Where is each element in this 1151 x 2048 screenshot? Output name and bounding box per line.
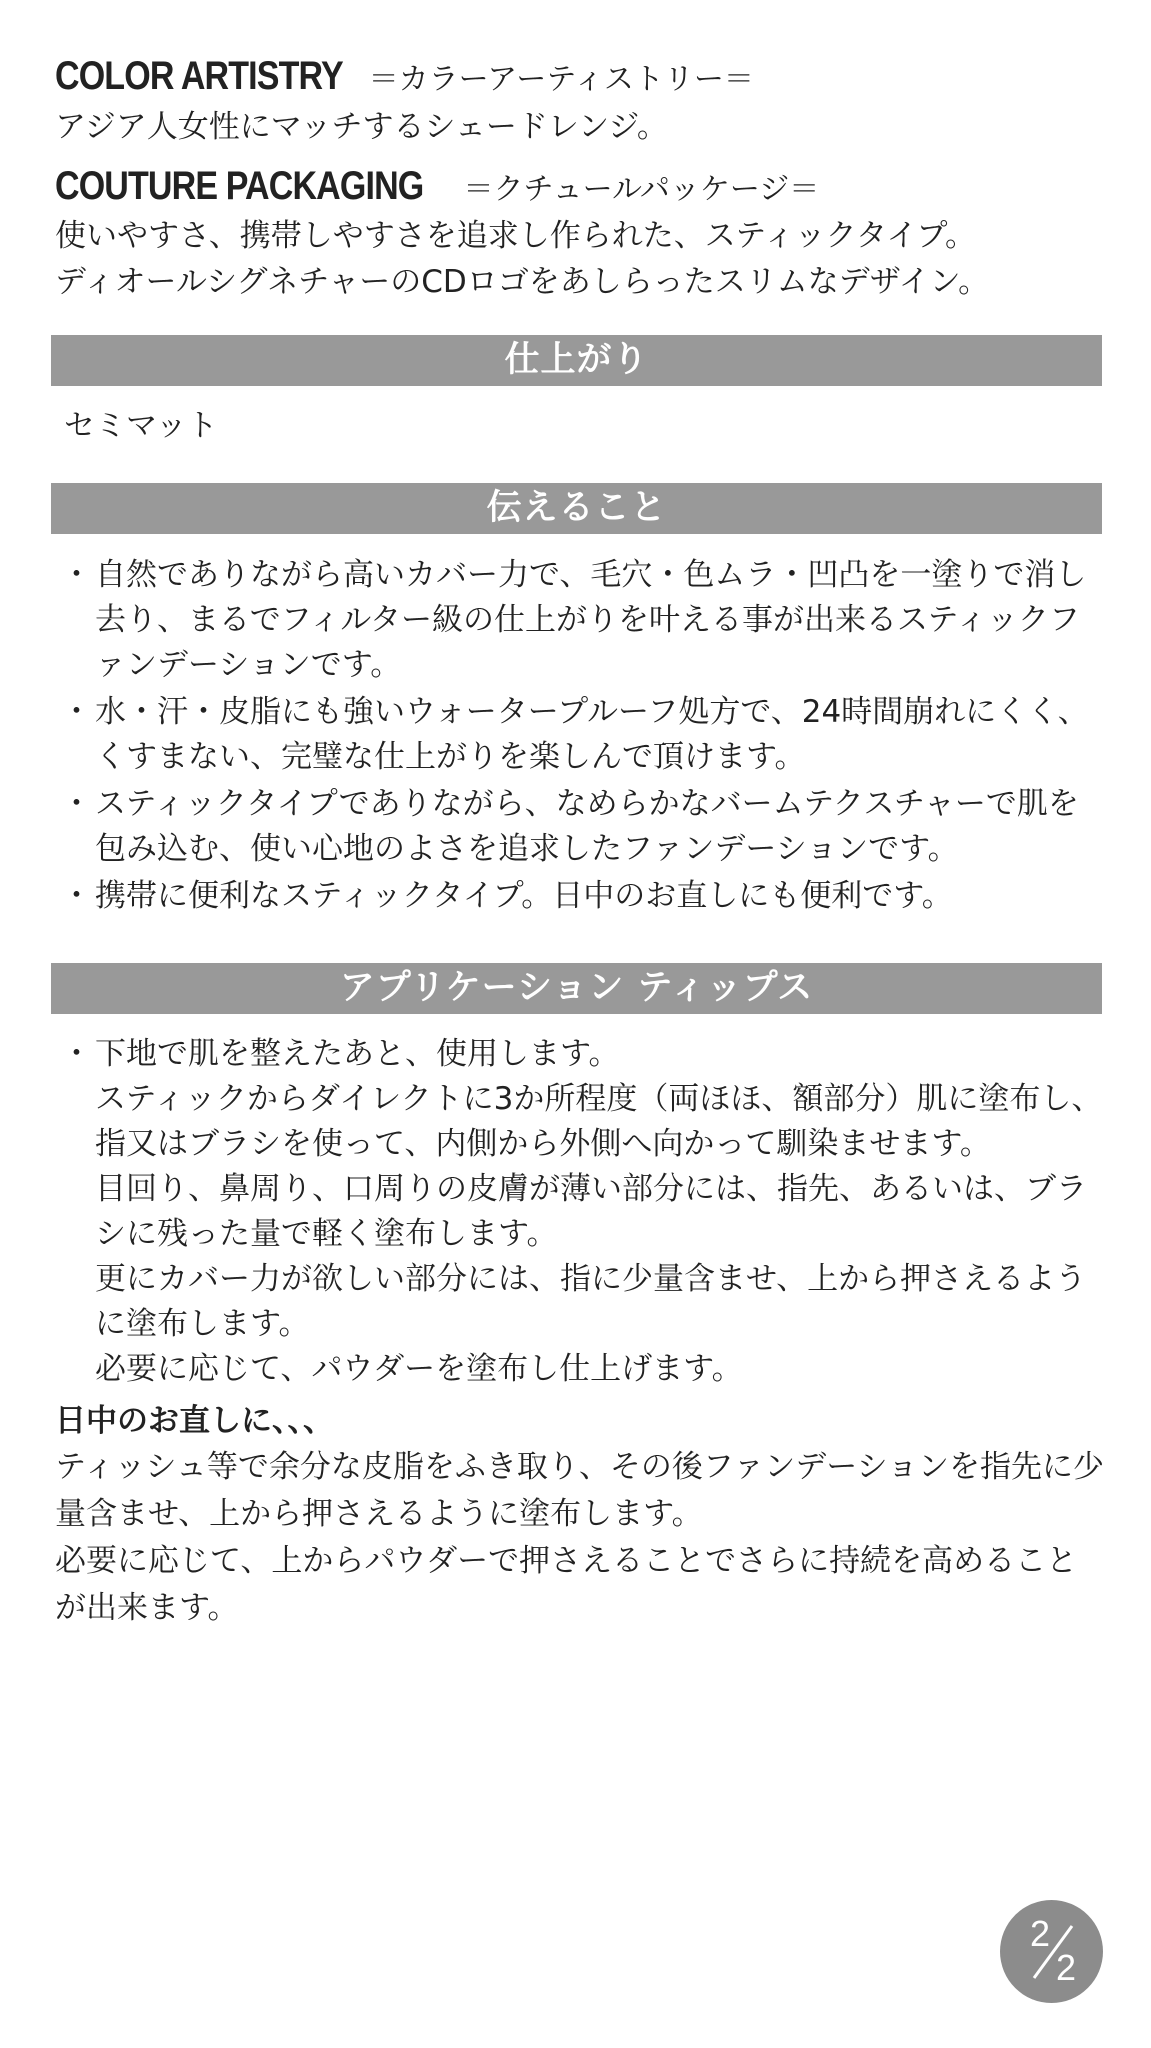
tips-line-4: 更にカバー力が欲しい部分には、指に少量含ませ、上から押さえるように塗布します。: [95, 1261, 1087, 1342]
tips-line-2-row: [55, 1077, 1105, 1167]
bullet-mark: ・: [61, 786, 92, 822]
touchup-heading: 日中のお直しに、、、: [55, 1403, 334, 1439]
page-number-badge: [1000, 1900, 1103, 2003]
couture-packaging-title-jp: ＝クチュールパッケージ＝: [463, 172, 820, 207]
tips-list: [55, 1032, 1105, 1392]
touchup-paragraph-2: 必要に応じて、上からパウダーで押さえることでさらに持続を高めることが出来ます。: [55, 1543, 1078, 1626]
list-item: [55, 553, 1105, 688]
couture-packaging-heading: [55, 166, 819, 206]
tips-line-3: 目回り、鼻周り、口周りの皮膚が薄い部分には、指先、あるいは、ブラシに残った量で軽く塗布します。: [95, 1171, 1087, 1252]
tips-line-5: 必要に応じて、パウダーを塗布し仕上げます。: [95, 1351, 743, 1387]
list-item: [55, 874, 1105, 919]
tips-line-2: スティックからダイレクトに3か所程度（両ほほ、額部分）肌に塗布し、指又はブラシを使って、内側から外側へ向かって馴染ませます。: [95, 1081, 1103, 1162]
list-item: [55, 690, 1105, 780]
couture-packaging-title-en: COUTURE PACKAGING: [55, 164, 424, 208]
finish-value: セミマット: [64, 408, 218, 444]
touchup-body: [55, 1444, 1105, 1632]
message-item-1: 自然でありながら高いカバー力で、毛穴・色ムラ・凹凸を一塗りで消し去り、まるでフィルター級の仕上がりを叶える事が出来るスティックファンデーションです。: [95, 557, 1087, 683]
tips-line-5-row: [55, 1347, 1105, 1392]
bullet-mark: ・: [61, 1036, 92, 1072]
tips-line-4-row: [55, 1257, 1105, 1347]
message-heading-bar: 伝えること: [51, 483, 1102, 534]
message-item-4: 携帯に便利なスティックタイプ。日中のお直しにも便利です。: [95, 878, 953, 914]
tips-line-1: 下地で肌を整えたあと、使用します。: [95, 1036, 620, 1072]
tips-line-1-row: [55, 1032, 1105, 1077]
bullet-mark: ・: [61, 694, 92, 730]
page-number-current: 2: [1030, 1913, 1051, 1954]
bullet-mark: ・: [61, 557, 92, 593]
message-list: [55, 553, 1105, 921]
color-artistry-title-jp: ＝カラーアーティストリー＝: [368, 62, 754, 97]
couture-packaging-line-1: 使いやすさ、携帯しやすさを追求し作られた、スティックタイプ。: [55, 218, 977, 254]
message-item-2: 水・汗・皮脂にも強いウォータープルーフ処方で、24時間崩れにくく、くすまない、完璧な仕上がりを楽しんで頂けます。: [95, 694, 1089, 775]
tips-heading-bar: アプリケーション ティップス: [51, 963, 1102, 1014]
touchup-paragraph-1: ティッシュ等で余分な皮脂をふき取り、その後ファンデーションを指先に少量含ませ、上から押さえるように塗布します。: [55, 1449, 1105, 1532]
color-artistry-heading: [55, 56, 754, 96]
message-item-3: スティックタイプでありながら、なめらかなバームテクスチャーで肌を包み込む、使い心地のよさを追求したファンデーションです。: [95, 786, 1079, 867]
list-item: [55, 782, 1105, 872]
page-number-total: 2: [1056, 1947, 1077, 1988]
couture-packaging-line-2: ディオールシグネチャーのCDロゴをあしらったスリムなデザイン。: [55, 264, 990, 300]
color-artistry-title-en: COLOR ARTISTRY: [55, 54, 343, 98]
finish-heading-bar: 仕上がり: [51, 335, 1102, 386]
color-artistry-text: アジア人女性にマッチするシェードレンジ。: [55, 109, 668, 145]
bullet-mark: ・: [61, 878, 92, 914]
tips-line-3-row: [55, 1167, 1105, 1257]
